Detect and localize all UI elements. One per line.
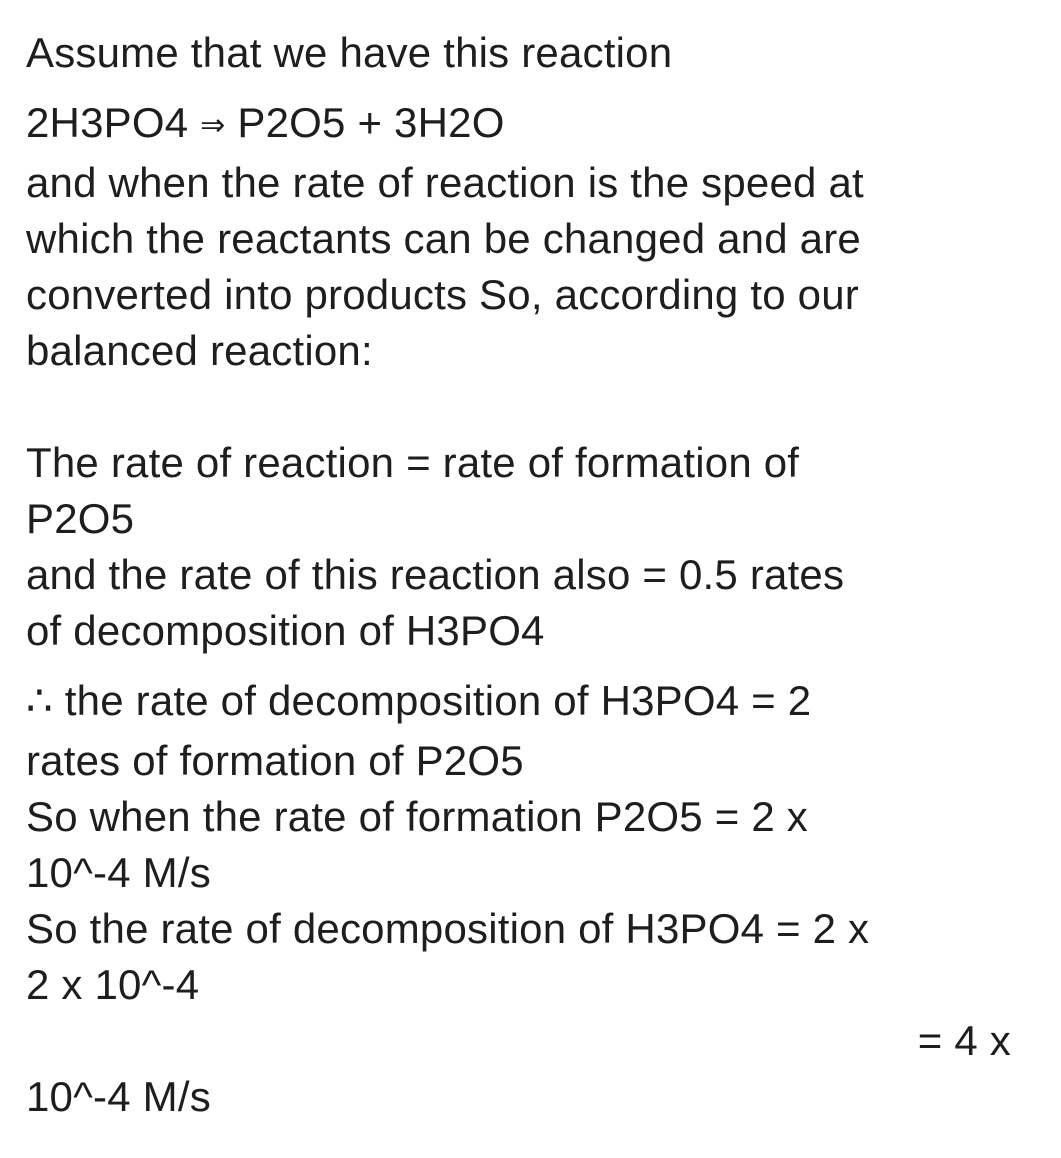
text-line: P2O5 [26,495,135,542]
text-line-right-aligned: = 4 x [917,1017,1011,1064]
text-line: Assume that we have this reaction [26,29,673,76]
text-line: 2 x 10^-4 [26,961,200,1008]
text-line: which the reactants can be changed and are [26,215,861,262]
text-line: converted into products So, according to our [26,271,859,318]
text-line: So the rate of decomposition of H3PO4 = 2 x [26,905,870,952]
text-line: balanced reaction: [26,327,373,374]
text-line: ∴ the rate of decomposition of H3PO4 = 2 [26,677,812,724]
text-line: 10^-4 M/s [26,1073,211,1120]
equation-reactant: 2H3PO4 [26,99,189,146]
text-line: 10^-4 M/s [26,849,211,896]
reaction-equation [26,98,505,151]
yields-arrow-icon: ⇒ [200,109,226,142]
text-line: and when the rate of reaction is the speed at [26,159,864,206]
text-line: of decomposition of H3PO4 [26,607,545,654]
text-line: The rate of reaction = rate of formation of [26,439,800,486]
text-line: So when the rate of formation P2O5 = 2 x [26,793,808,840]
text-line: rates of formation of P2O5 [26,737,524,784]
text-line: and the rate of this reaction also = 0.5 rates [26,551,845,598]
equation-products: P2O5 + 3H2O [237,99,505,146]
